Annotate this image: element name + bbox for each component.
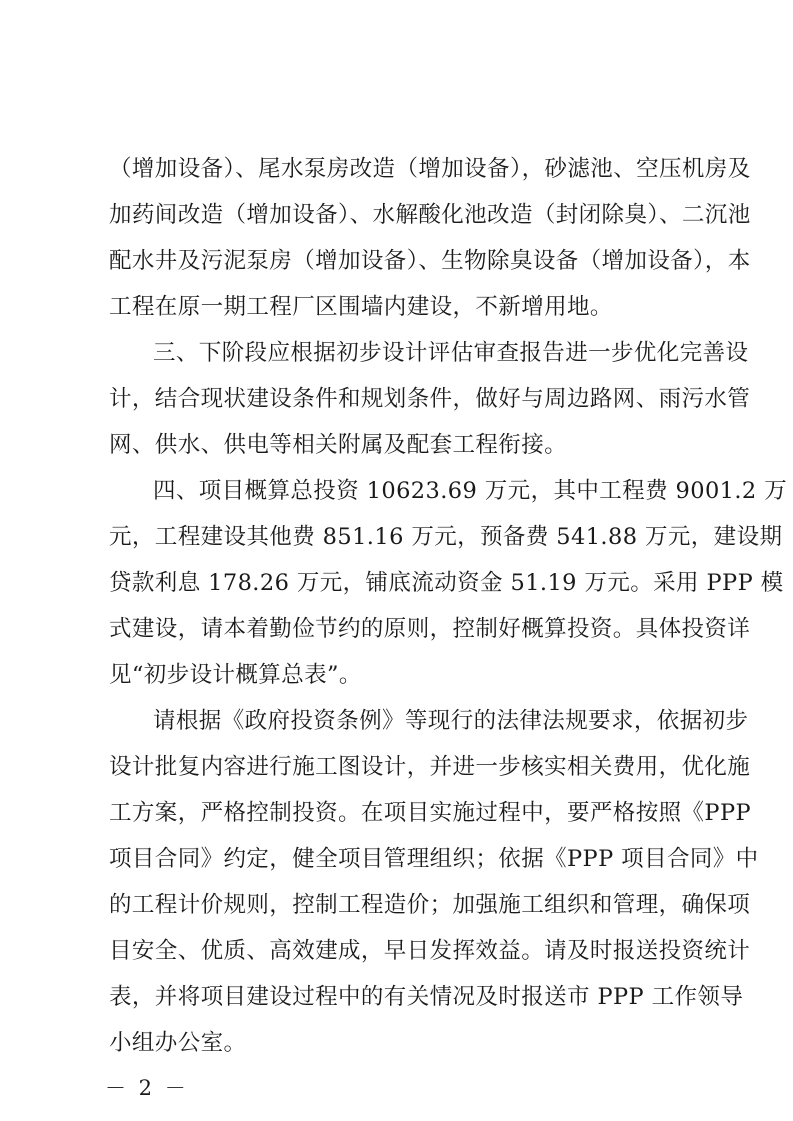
text-line: 目安全、优质、高效建成，早日发挥效益。请及时报送投资统计 <box>109 938 751 964</box>
text-line: 三、下阶段应根据初步设计评估审查报告进一步优化完善设 <box>153 340 749 366</box>
text-line: 贷款利息 178.26 万元，铺底流动资金 51.19 万元。采用 PPP 模 <box>109 570 784 596</box>
text-line: 四、项目概算总投资 10623.69 万元，其中工程费 9001.2 万 <box>153 478 788 504</box>
text-line: 网、供水、供电等相关附属及配套工程衔接。 <box>109 432 568 458</box>
text-line: 加药间改造（增加设备）、水解酸化池改造（封闭除臭）、二沉池 <box>109 202 751 228</box>
text-line: 工方案，严格控制投资。在项目实施过程中，要严格按照《PPP <box>109 800 752 826</box>
text-line: 设计批复内容进行施工图设计，并进一步核实相关费用，优化施 <box>109 754 751 780</box>
text-line: 见“初步设计概算总表”。 <box>109 662 362 688</box>
text-line: 表，并将项目建设过程中的有关情况及时报送市 PPP 工作领导 <box>109 984 744 1010</box>
text-line: 工程在原一期工程厂区围墙内建设，不新增用地。 <box>109 294 613 320</box>
text-line: 的工程计价规则，控制工程造价；加强施工组织和管理，确保项 <box>109 892 751 918</box>
page-number: － 2 － <box>105 1076 189 1100</box>
text-line: 小组办公室。 <box>109 1030 247 1056</box>
text-line: 项目合同》约定，健全项目管理组织；依据《PPP 项目合同》中 <box>109 846 759 872</box>
text-line: （增加设备）、尾水泵房改造（增加设备），砂滤池、空压机房及 <box>109 156 751 182</box>
text-line: 配水井及污泥泵房（增加设备）、生物除臭设备（增加设备），本 <box>109 248 751 274</box>
text-line: 元，工程建设其他费 851.16 万元，预备费 541.88 万元，建设期 <box>109 524 783 550</box>
text-line: 式建设，请本着勤俭节约的原则，控制好概算投资。具体投资详 <box>109 616 751 642</box>
text-line: 请根据《政府投资条例》等现行的法律法规要求，依据初步 <box>153 708 749 734</box>
text-line: 计，结合现状建设条件和规划条件，做好与周边路网、雨污水管 <box>109 386 751 412</box>
